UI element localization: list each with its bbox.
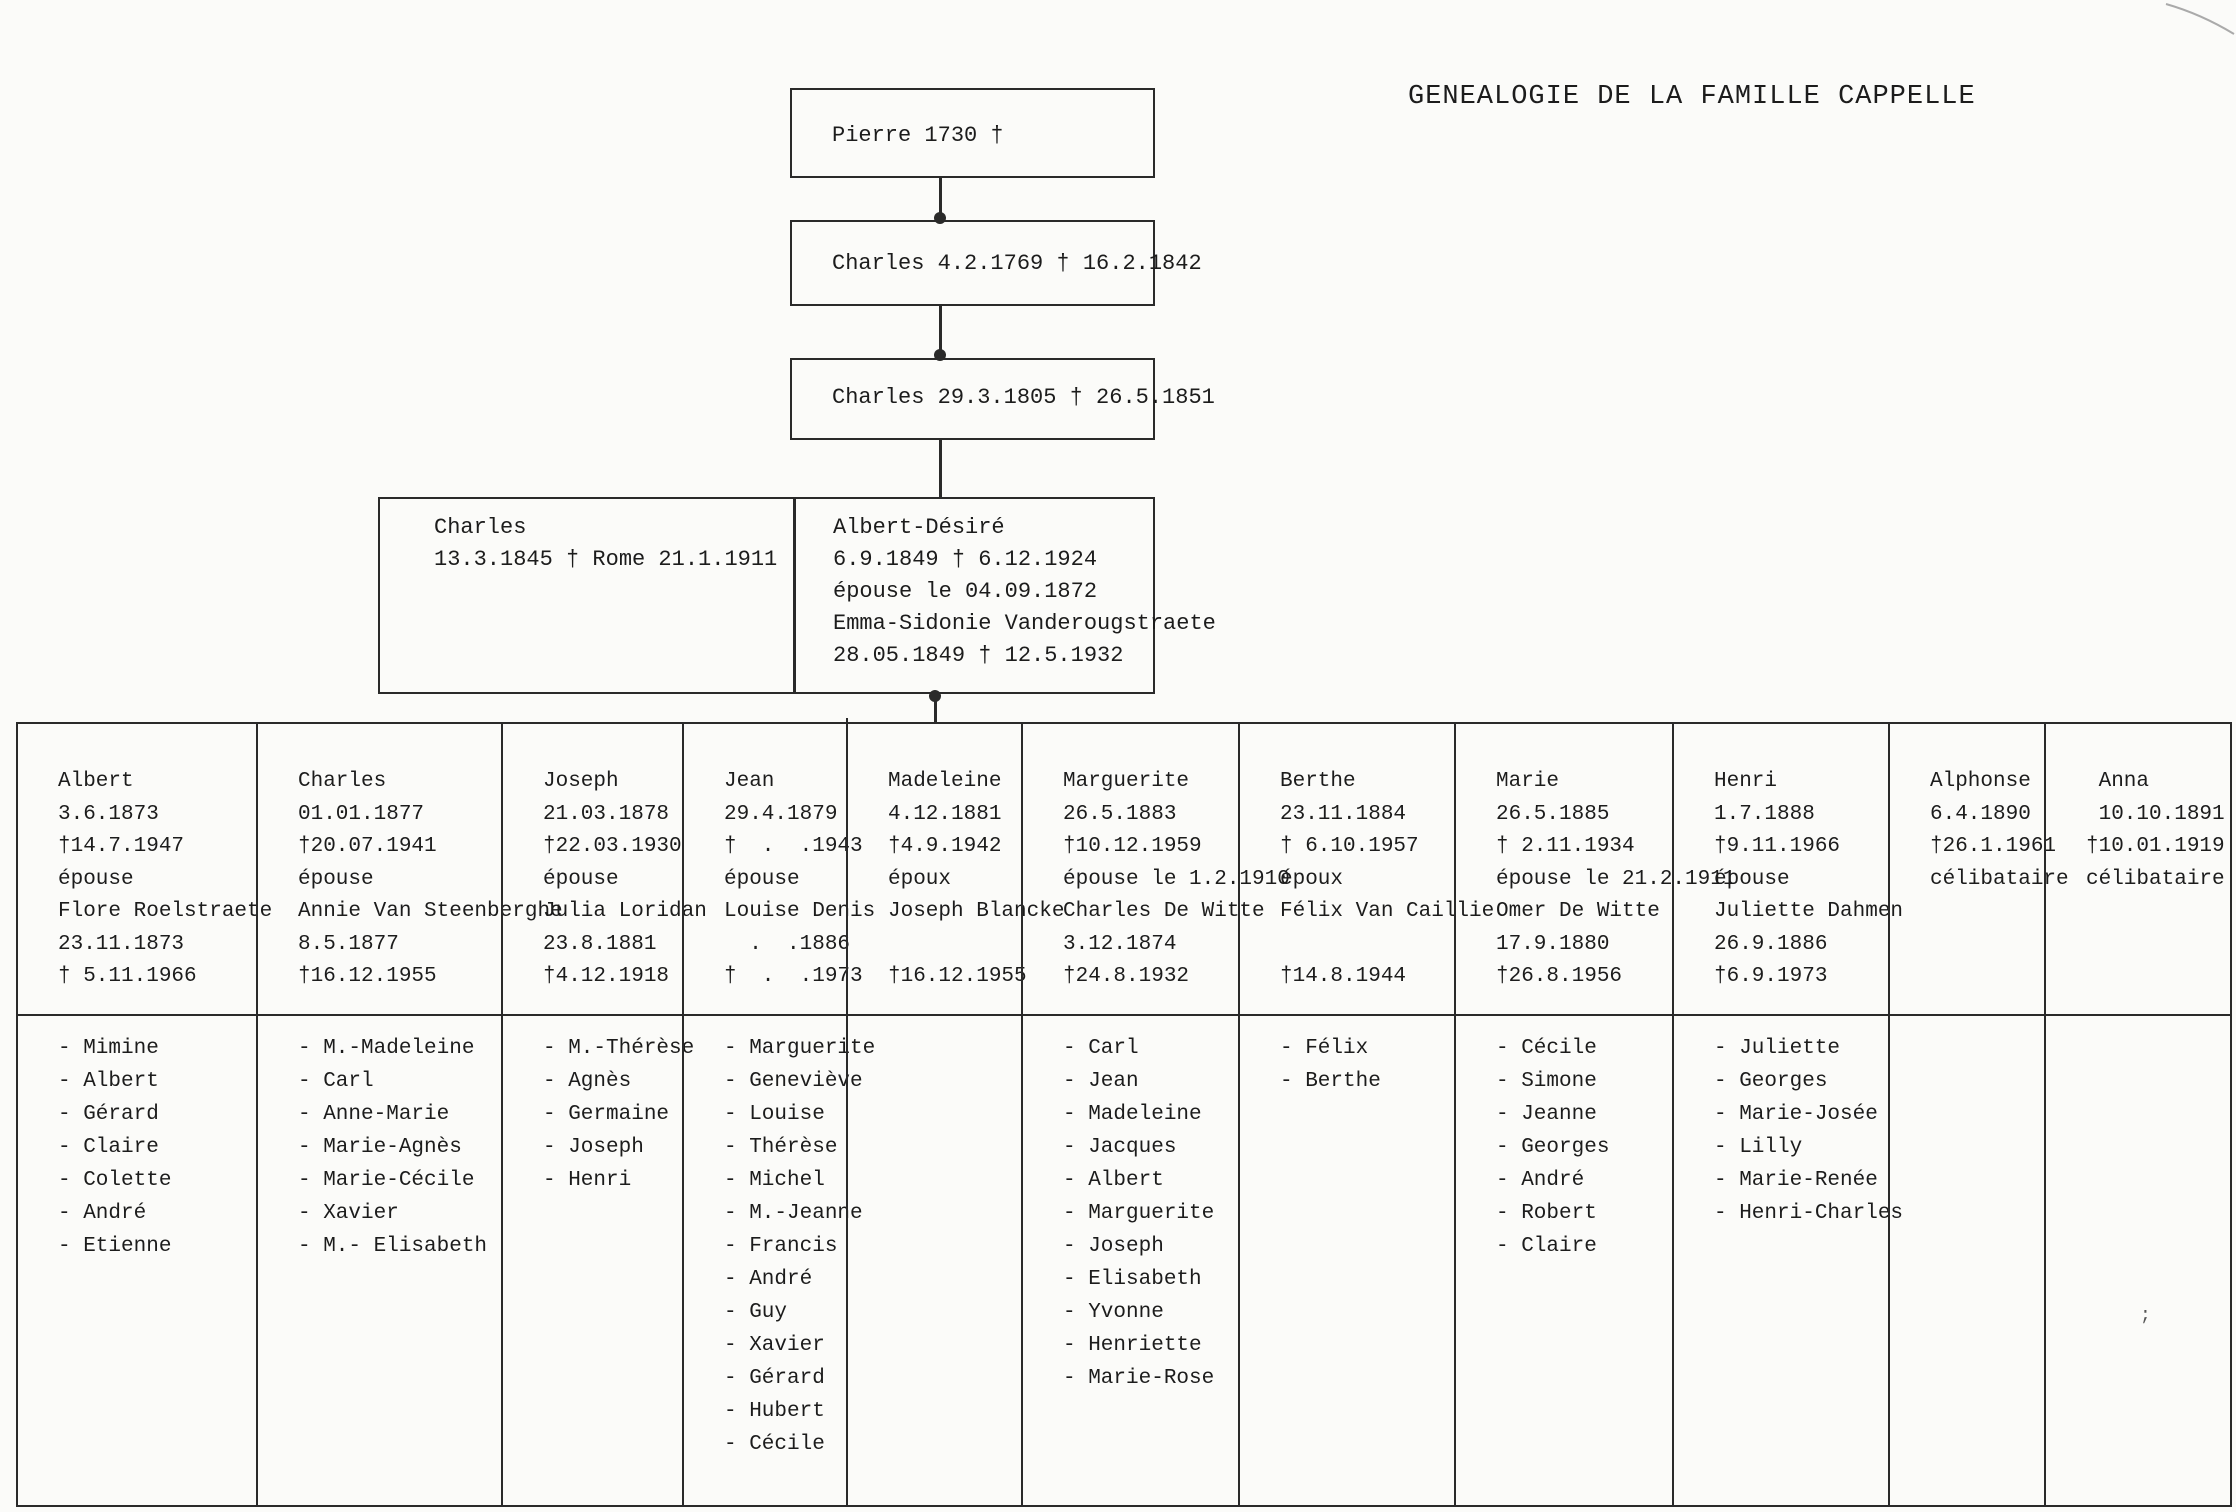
child-info-line: Omer De Witte xyxy=(1496,900,1660,923)
child-info-line: Albert xyxy=(58,770,134,793)
child-info-line: 26.5.1883 xyxy=(1063,802,1177,826)
child-info xyxy=(1240,766,1495,994)
grandchild-item: - Guy xyxy=(724,1301,788,1324)
child-info-line: Berthe xyxy=(1280,770,1356,793)
grandchild-item: - Jacques xyxy=(1063,1136,1177,1159)
grandchild-item: - Albert xyxy=(58,1070,159,1093)
child-info-line: 26.5.1885 xyxy=(1496,802,1610,826)
child-info-line xyxy=(1280,929,1454,962)
ancestor-box-charles-1805 xyxy=(790,358,1215,440)
child-column xyxy=(1672,724,1904,1505)
child-info-line: †6.9.1973 xyxy=(1714,965,1828,988)
ancestor-label: Charles 29.3.1805 † 26.5.1851 xyxy=(832,385,1215,410)
grandchild-item: - Cécile xyxy=(724,1433,825,1456)
child-info-line: 29.4.1879 xyxy=(724,802,838,826)
grandchild-item: - André xyxy=(58,1202,147,1225)
child-info xyxy=(503,766,707,994)
grandchild-item: - Xavier xyxy=(298,1202,399,1225)
child-info-line: Julia Loridan xyxy=(543,900,707,923)
child-column xyxy=(18,724,273,1505)
scan-mark: ; xyxy=(2140,1306,2151,1326)
grandchild-item: - Marie-Rose xyxy=(1063,1367,1215,1390)
child-column xyxy=(1238,724,1495,1505)
child-column xyxy=(1888,724,2069,1505)
child-info xyxy=(2046,766,2234,896)
child-info-line: 23.11.1884 xyxy=(1280,802,1407,826)
child-info-line: 23.11.1873 xyxy=(58,932,185,956)
grandchild-item: - Joseph xyxy=(543,1136,644,1159)
child-info-line: 1.7.1888 xyxy=(1714,802,1815,826)
child-info-line: époux xyxy=(888,867,952,891)
children-table xyxy=(16,722,2232,1507)
grandchildren-list xyxy=(18,1032,256,1263)
child-info-line: épouse xyxy=(724,867,800,891)
child-info-line: épouse le 1.2.1910 xyxy=(1063,867,1290,891)
child-info-line: † 5.11.1966 xyxy=(58,965,197,988)
child-info-line: †20.07.1941 xyxy=(298,835,437,858)
grandchild-item: - Cécile xyxy=(1496,1037,1597,1060)
grandchild-item: - Marie-Cécile xyxy=(298,1169,475,1192)
child-info-line: 3.6.1873 xyxy=(58,802,159,826)
grandchild-item: - André xyxy=(724,1268,813,1291)
child-info-line: 17.9.1880 xyxy=(1496,932,1610,956)
grandchild-item: - M.- Elisabeth xyxy=(298,1235,488,1258)
connector-line xyxy=(939,440,942,498)
child-column xyxy=(501,724,707,1505)
ancestor-box-charles-1769 xyxy=(790,220,1202,306)
grandchild-item: - M.-Madeleine xyxy=(298,1037,475,1060)
connector-dot xyxy=(929,690,941,702)
child-info-line: célibataire xyxy=(1930,867,2069,891)
grandchild-item: - Albert xyxy=(1063,1169,1164,1192)
couple-name: Albert-Désiré xyxy=(833,515,1005,540)
grandchild-item: - Marie-Renée xyxy=(1714,1169,1878,1192)
child-info xyxy=(1456,766,1736,994)
grandchild-item: - Thérèse xyxy=(724,1136,838,1159)
child-info-line: Marguerite xyxy=(1063,770,1190,793)
child-info xyxy=(1674,766,1904,994)
child-info-line: épouse xyxy=(58,867,134,891)
scan-artifact xyxy=(2156,0,2236,40)
child-info-line: Henri xyxy=(1714,770,1778,793)
child-info-line: 4.12.1881 xyxy=(888,802,1002,826)
grandchild-item: - Henri-Charles xyxy=(1714,1202,1904,1225)
child-info-line: † . .1943 xyxy=(724,835,863,858)
child-info-line: 10.10.1891 xyxy=(2086,802,2225,826)
couple-marriage: épouse le 04.09.1872 xyxy=(833,579,1098,604)
brother-name: Charles xyxy=(434,515,527,540)
child-info xyxy=(258,766,563,994)
grandchild-item: - Henriette xyxy=(1063,1334,1202,1357)
grandchild-item: - Anne-Marie xyxy=(298,1103,450,1126)
child-info-line: †14.8.1944 xyxy=(1280,965,1407,988)
grandchild-item: - Robert xyxy=(1496,1202,1597,1225)
grandchild-item: - Henri xyxy=(543,1169,632,1192)
child-info-line: Joseph xyxy=(543,770,619,793)
grandchild-item: - Colette xyxy=(58,1169,172,1192)
ancestor-label: Charles 4.2.1769 † 16.2.1842 xyxy=(832,251,1202,276)
child-info-line: †10.12.1959 xyxy=(1063,835,1202,858)
grandchild-item: - Georges xyxy=(1714,1070,1828,1093)
child-column xyxy=(1454,724,1736,1505)
child-info-line: 8.5.1877 xyxy=(298,932,399,956)
child-info-line: célibataire xyxy=(2086,867,2225,891)
ancestor-label: Pierre 1730 † xyxy=(832,123,1004,148)
grandchild-item: - Claire xyxy=(58,1136,159,1159)
grandchild-item: - Yvonne xyxy=(1063,1301,1164,1324)
grandchild-item: - Germaine xyxy=(543,1103,670,1126)
grandchild-item: - Gérard xyxy=(58,1103,159,1126)
brother-box xyxy=(378,497,796,694)
child-info-line: 26.9.1886 xyxy=(1714,932,1828,956)
grandchild-item: - Marguerite xyxy=(1063,1202,1215,1225)
page-title: GENEALOGIE DE LA FAMILLE CAPPELLE xyxy=(1408,82,1976,112)
grandchild-item: - Mimine xyxy=(58,1037,159,1060)
grandchild-item: - Francis xyxy=(724,1235,838,1258)
grandchild-item: - Madeleine xyxy=(1063,1103,1202,1126)
child-info-line: Juliette Dahmen xyxy=(1714,900,1904,923)
grandchildren-list xyxy=(258,1032,501,1263)
grandchild-item: - Jeanne xyxy=(1496,1103,1597,1126)
grandchild-item: - Michel xyxy=(724,1169,825,1192)
child-info-line: épouse xyxy=(543,867,619,891)
grandchild-item: - Louise xyxy=(724,1103,825,1126)
grandchild-item: - Hubert xyxy=(724,1400,825,1423)
grandchildren-list xyxy=(1674,1032,1904,1230)
couple-dates: 6.9.1849 † 6.12.1924 xyxy=(833,547,1098,572)
child-info xyxy=(1890,766,2069,896)
child-info-line: †14.7.1947 xyxy=(58,835,185,858)
grandchild-item: - Gérard xyxy=(724,1367,825,1390)
child-info-line: † . .1973 xyxy=(724,965,863,988)
child-column xyxy=(682,724,876,1505)
child-info-line: †16.12.1955 xyxy=(888,965,1027,988)
grandchild-item: - Etienne xyxy=(58,1235,172,1258)
ancestor-box-pierre xyxy=(790,88,1155,178)
grandchild-item: - M.-Thérèse xyxy=(543,1037,695,1060)
child-info-line: †24.8.1932 xyxy=(1063,965,1190,988)
child-info-line: Alphonse xyxy=(1930,770,2031,793)
child-column xyxy=(846,724,1065,1505)
child-info-line: †26.8.1956 xyxy=(1496,965,1623,988)
grandchild-item: - Xavier xyxy=(724,1334,825,1357)
child-info-line: 23.8.1881 xyxy=(543,932,657,956)
grandchild-item: - Carl xyxy=(1063,1037,1139,1060)
grandchildren-list xyxy=(1023,1032,1238,1395)
child-info xyxy=(848,766,1065,994)
brother-dates: 13.3.1845 † Rome 21.1.1911 xyxy=(434,547,778,572)
grandchild-item: - Berthe xyxy=(1280,1070,1381,1093)
child-info-line: Félix Van Caillie xyxy=(1280,900,1495,923)
grandchild-item: - Marie-Josée xyxy=(1714,1103,1878,1126)
child-info-line: 21.03.1878 xyxy=(543,802,670,826)
grandchild-item: - Lilly xyxy=(1714,1136,1803,1159)
child-info-line: †4.9.1942 xyxy=(888,835,1002,858)
grandchild-item: - Juliette xyxy=(1714,1037,1841,1060)
child-info-line: Joseph Blancke xyxy=(888,900,1065,923)
child-info-line: †22.03.1930 xyxy=(543,835,682,858)
grandchild-item: - Claire xyxy=(1496,1235,1597,1258)
grandchild-item: - André xyxy=(1496,1169,1585,1192)
child-info-line: †10.01.1919 xyxy=(2086,835,2225,858)
child-info-line: Charles xyxy=(298,770,387,793)
child-info-line: †26.1.1961 xyxy=(1930,835,2057,858)
child-info-line: épouse le 21.2.1911 xyxy=(1496,867,1736,891)
child-info-line: Jean xyxy=(724,770,775,793)
child-info-line: 01.01.1877 xyxy=(298,802,425,826)
child-info-line: Anna xyxy=(2086,770,2150,793)
child-info-line: Flore Roelstraete xyxy=(58,900,273,923)
grandchildren-list xyxy=(684,1032,876,1461)
child-info-line: Marie xyxy=(1496,770,1560,793)
child-info-line: Charles De Witte xyxy=(1063,900,1265,923)
grandchildren-list xyxy=(503,1032,695,1197)
child-info-line: 6.4.1890 xyxy=(1930,802,2031,826)
child-info-line: †9.11.1966 xyxy=(1714,835,1841,858)
couple-box xyxy=(793,497,1216,694)
child-column xyxy=(256,724,563,1505)
child-info-line: Annie Van Steenberghe xyxy=(298,900,563,923)
grandchild-item: - Agnès xyxy=(543,1070,632,1093)
grandchild-item: - Marie-Agnès xyxy=(298,1136,462,1159)
child-info xyxy=(684,766,876,994)
child-info-line: épouse xyxy=(298,867,374,891)
child-info-line: époux xyxy=(1280,867,1344,891)
spouse-dates: 28.05.1849 † 12.5.1932 xyxy=(833,643,1124,668)
grandchild-item: - Félix xyxy=(1280,1037,1369,1060)
grandchild-item: - Georges xyxy=(1496,1136,1610,1159)
grandchild-item: - Jean xyxy=(1063,1070,1139,1093)
grandchild-item: - M.-Jeanne xyxy=(724,1202,863,1225)
child-column xyxy=(2044,724,2234,1505)
child-info xyxy=(1023,766,1290,994)
child-info xyxy=(18,766,273,994)
child-info-line: Madeleine xyxy=(888,770,1002,793)
child-info-line: † 6.10.1957 xyxy=(1280,835,1419,858)
grandchildren-list xyxy=(1240,1032,1454,1098)
child-info-line: épouse xyxy=(1714,867,1790,891)
grandchildren-list xyxy=(1456,1032,1672,1263)
child-info-line: 3.12.1874 xyxy=(1063,932,1177,956)
child-info-line: †4.12.1918 xyxy=(543,965,670,988)
grandchild-item: - Joseph xyxy=(1063,1235,1164,1258)
spouse-name: Emma-Sidonie Vanderougstraete xyxy=(833,611,1216,636)
child-info-line: . .1886 xyxy=(724,932,851,956)
child-info-line: †16.12.1955 xyxy=(298,965,437,988)
grandchild-item: - Elisabeth xyxy=(1063,1268,1202,1291)
child-info-line xyxy=(888,929,1021,962)
child-column xyxy=(1021,724,1290,1505)
child-info-line: † 2.11.1934 xyxy=(1496,835,1635,858)
grandchild-item: - Marguerite xyxy=(724,1037,876,1060)
grandchild-item: - Geneviève xyxy=(724,1070,863,1093)
grandchild-item: - Carl xyxy=(298,1070,374,1093)
grandchild-item: - Simone xyxy=(1496,1070,1597,1093)
child-info-line: Louise Denis xyxy=(724,900,876,923)
